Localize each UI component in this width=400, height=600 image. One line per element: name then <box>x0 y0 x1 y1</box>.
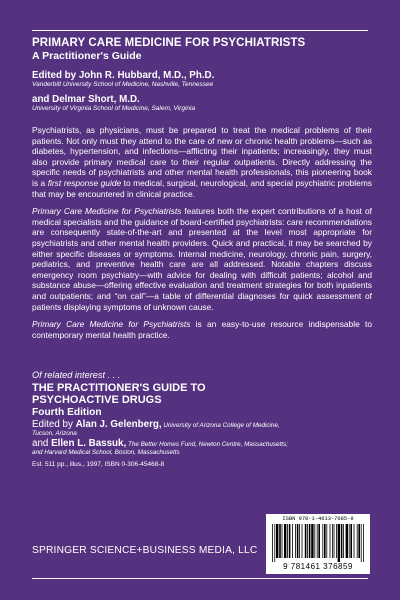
barcode-bar <box>276 524 278 558</box>
related-editor-a-location: Tucson, Arizona <box>32 429 77 437</box>
related-editor-b-location: and Harvard Medical School, Boston, Massachusetts <box>32 448 180 456</box>
barcode-bar <box>272 524 273 562</box>
top-rule <box>32 30 368 31</box>
barcode-bar <box>349 524 350 558</box>
barcode-bar <box>361 524 362 562</box>
blurb-paragraph-3: Primary Care Medicine for Psychiatrists is an easy-to-use resource indispensable to contemporary mental health practice. <box>32 319 372 340</box>
barcode-bar <box>287 524 288 558</box>
related-editor-a: Edited by Alan J. Gelenberg, University of Arizona College of Medicine, <box>32 418 280 430</box>
barcode-bar <box>330 524 331 558</box>
barcode-bar <box>350 524 352 558</box>
barcode-bar <box>289 524 291 558</box>
editor-2-affiliation: University of Virginia School of Medicine, Salem, Virginia <box>32 105 196 112</box>
barcode-bar <box>324 524 326 558</box>
publisher-name: SPRINGER SCIENCE+BUSINESS MEDIA, LLC <box>32 545 258 556</box>
barcode-bar <box>318 524 320 558</box>
editor-1: Edited by John R. Hubbard, M.D., Ph.D. <box>32 70 215 81</box>
main-content <box>32 37 372 347</box>
editor-1-affiliation: Vanderbilt University School of Medicine, Nashville, Tennessee <box>32 81 214 88</box>
book-subtitle: A Practitioner's Guide <box>32 50 142 62</box>
related-details: Est. 511 pp., illus., 1997, ISBN 0-306-45468-8 <box>32 460 165 468</box>
barcode-bar <box>311 524 313 558</box>
barcode-bar <box>317 524 318 558</box>
related-title-line-2: PSYCHOACTIVE DRUGS <box>32 394 162 407</box>
barcode-bar <box>305 524 307 558</box>
barcode-bar <box>346 524 348 558</box>
barcode-bar <box>326 524 327 558</box>
editor-2: and Delmar Short, M.D. <box>32 94 140 105</box>
barcode-bar <box>297 524 299 558</box>
barcode-bar <box>363 524 364 562</box>
blurb <box>32 125 372 340</box>
barcode-digits: 9 781461 376859 <box>283 562 353 571</box>
barcode-bar <box>274 524 275 562</box>
barcode-bar <box>295 524 296 558</box>
barcode-bars <box>270 524 366 562</box>
barcode-block <box>266 514 370 574</box>
barcode-bar <box>334 524 335 558</box>
barcode-bar <box>322 524 323 558</box>
barcode-bar <box>292 524 293 558</box>
related-editor-b: and Ellen L. Bassuk, The Better Homes Fund, Newton Centre, Massachusetts; <box>32 437 288 449</box>
barcode-bar <box>282 524 283 558</box>
barcode-bar <box>307 524 308 558</box>
barcode-bar <box>354 524 355 558</box>
barcode-bar <box>341 524 343 558</box>
related-kicker: Of related interest . . . <box>32 370 121 380</box>
barcode-bar <box>357 524 358 558</box>
barcode-bar <box>336 524 337 558</box>
barcode-bar <box>314 524 315 558</box>
blurb-paragraph-2: Primary Care Medicine for Psychiatrists features both the expert contributions of a host of medical specialists and the guidance of board-certified psychiatrists: care recommendations are consequently state-of-the-art and presented at the level most appropriate for psychiatrists and other mental health providers. Quick and practical, it may be searched by either specific diseases or symptoms. Internal medicine, neurology, chronic pain, surgery, pediatrics, and preventive health care are all addressed. Notable chapters discuss emergency room psychiatry—with advice for dealing with difficult patients; alcohol and substance abuse—offering effective evaluation and treatment strategies for both inpatients and outpatients; and “on call”—a table of differential diagnoses for quick assessment of patients displaying symptoms of unknown cause. <box>32 206 372 312</box>
barcode-bar <box>309 524 311 558</box>
book-title: PRIMARY CARE MEDICINE FOR PSYCHIATRISTS <box>32 37 306 49</box>
barcode-bar <box>338 524 340 562</box>
barcode-bar <box>299 524 300 558</box>
related-title-section <box>32 370 372 469</box>
bottom-rule <box>32 578 368 579</box>
barcode-bar <box>343 524 344 558</box>
related-edition: Fourth Edition <box>32 406 102 418</box>
blurb-paragraph-1: Psychiatrists, as physicians, must be prepared to treat the medical problems of their patients. Not only must they attend to the care of new or chronic health problems—such as diabetes, hypertension, and infections—afflicting their inpatients; increasingly, they must also provide primary medical care to their regular outpatients. Directly addressing the specific needs of psychiatrists and other mental health professionals, this pioneering book is a first response guide to medical, surgical, neurological, and special psychiatric problems that may be encountered in clinical practice. <box>32 125 372 199</box>
isbn-label: ISBN 978-1-4613-7685-9 <box>282 516 354 522</box>
barcode-bar <box>358 524 360 558</box>
barcode-bar <box>284 524 286 558</box>
barcode-bar <box>279 524 281 558</box>
barcode-bar <box>332 524 333 558</box>
related-title-line-1: THE PRACTITIONER'S GUIDE TO <box>32 382 206 394</box>
barcode-bar <box>302 524 303 558</box>
